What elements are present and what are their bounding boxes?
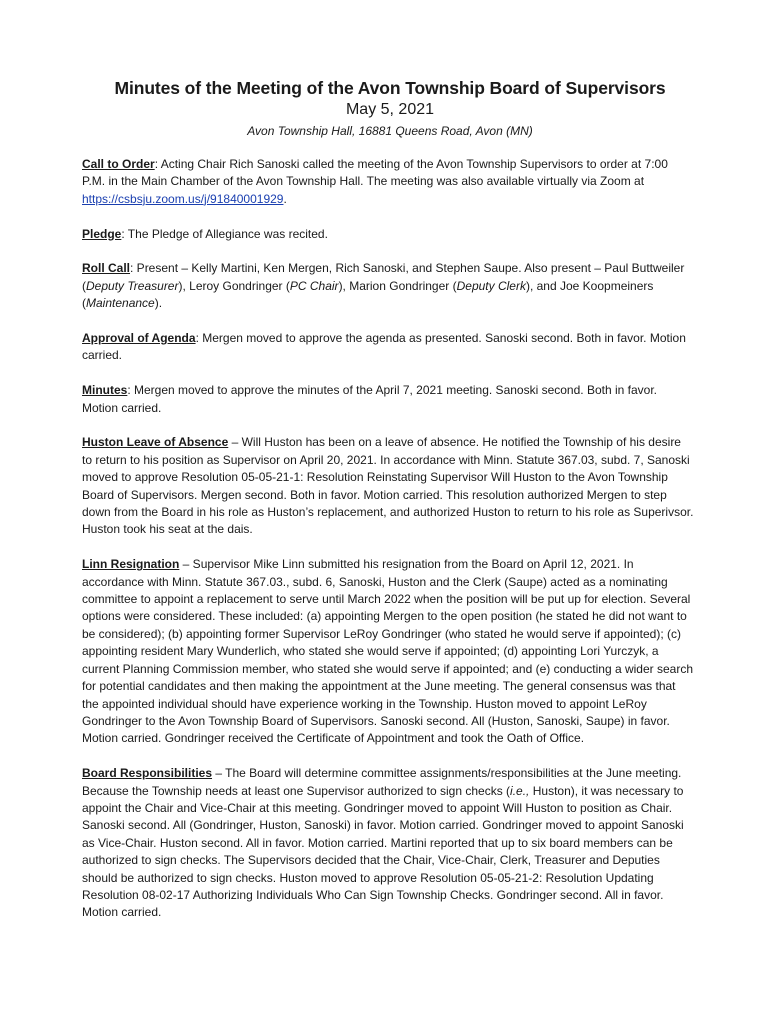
board-responsibilities-heading: Board Responsibilities [82, 766, 213, 781]
call-to-order-text: : Acting Chair Rich Sanoski called the meeting of the Avon Township Supervisors to order at 7:00 P.M. in the Main Chamber of the Avon Township Hall. The meeting was also available virtually via Zoom at [82, 157, 668, 189]
approval-of-agenda-paragraph [82, 330, 694, 365]
minutes-heading: Minutes [82, 383, 128, 398]
pledge-paragraph [82, 226, 694, 243]
linn-resignation-heading: Linn Resignation [82, 557, 180, 572]
pledge-text: : The Pledge of Allegiance was recited. [121, 226, 328, 241]
approval-of-agenda-heading: Approval of Agenda [82, 331, 196, 346]
linn-resignation-text: – Supervisor Mike Linn submitted his resignation from the Board on April 12, 2021. In accordance with Minn. Statute 367.03., subd. 6, Sanoski, Huston and the Clerk (Saupe) acted as a nominating committee to appoint a replacement to serve until March 2022 when the position will be put up for election. Several options were considered. These included: (a) appointing Mergen to the open position (he stated he did not want to be considered); (b) appointing former Supervisor LeRoy Gondringer (who stated he would serve if appointed); (c) appointing resident Mary Wunderlich, who stated she would serve if appointed; (d) appointing Lori Yurczyk, a current Planning Commission member, who stated she would serve if appointed; and (e) conducting a wider search for potential candidates and then making the appointment at the June meeting. The general consensus was that the appointed individual should have experience working in the Township. Huston moved to appoint LeRoy Gondringer to the Avon Township Board of Supervisors. Sanoski second. All (Huston, Sanoski, Saupe) in favor. Motion carried. Gondringer received the Certificate of Appointment and took the Oath of Office. [82, 557, 693, 746]
roll-call-text-1: : Present – Kelly Martini, Ken Mergen, Rich Sanoski, and Stephen Saupe. Also present – Paul Buttweiler ( [82, 261, 685, 293]
board-responsibilities-paragraph [82, 765, 694, 922]
ie-abbreviation: i.e., [510, 783, 530, 798]
pledge-heading: Pledge [82, 226, 122, 241]
huston-leave-paragraph [82, 434, 694, 538]
roll-call-text-2: ), Leroy Gondringer ( [178, 278, 290, 293]
huston-leave-heading: Huston Leave of Absence [82, 435, 229, 450]
document-title: Minutes of the Meeting of the Avon Township Board of Supervisors [114, 78, 666, 98]
role-deputy-clerk: Deputy Clerk [456, 278, 526, 293]
meeting-date: May 5, 2021 [345, 101, 435, 118]
minutes-body [82, 156, 694, 939]
call-to-order-paragraph [82, 156, 694, 208]
zoom-link[interactable]: https://csbsju.zoom.us/j/91840001929 [82, 191, 284, 206]
roll-call-paragraph [82, 260, 694, 312]
huston-leave-text: – Will Huston has been on a leave of absence. He notified the Township of his desire to return to his position as Supervisor on April 20, 2021. In accordance with Minn. Statute 367.03, subd. 7, Sanoski moved to approve Resolution 05-05-21-1: Resolution Reinstating Supervisor Will Huston to the Avon Township Board of Supervisors. Mergen second. Both in favor. Motion carried. This resolution authorized Mergen to step down from the Board in his role as Huston’s replacement, and authorized Huston to return to his role as Superivsor. Huston took his seat at the dais. [82, 435, 694, 537]
role-maintenance: Maintenance [86, 296, 155, 311]
role-deputy-treasurer: Deputy Treasurer [86, 278, 179, 293]
roll-call-text-3: ), Marion Gondringer ( [338, 278, 457, 293]
meeting-location: Avon Township Hall, 16881 Queens Road, Avon (MN) [247, 124, 533, 138]
approval-of-agenda-text: : Mergen moved to approve the agenda as presented. Sanoski second. Both in favor. Motion carried. [82, 331, 686, 363]
call-to-order-heading: Call to Order [82, 157, 155, 171]
roll-call-heading: Roll Call [82, 261, 131, 276]
minutes-paragraph [82, 382, 694, 417]
board-responsibilities-text-2: Huston), it was necessary to appoint the Chair and Vice-Chair at this meeting. Gondringer moved to appoint Will Huston to position as Chair. Sanoski second. All (Gondringer, Huston, Sanoski) in favor. Motion carried. Gondringer moved to appoint Sanoski as Vice-Chair. Huston second. All in favor. Motion carried. Martini reported that up to six board members can be authorized to sign checks. The Supervisors decided that the Chair, Vice-Chair, Clerk, Treasurer and Deputies should be authorized to sign checks. Huston moved to approve Resolution 05-05-21-2: Resolution Updating Resolution 08-02-17 Authorizing Individuals Who Can Sign Township Checks. Gondringer second. All in favor. Motion carried. [82, 783, 684, 920]
minutes-text: : Mergen moved to approve the minutes of the April 7, 2021 meeting. Sanoski second. Both in favor. Motion carried. [82, 383, 657, 415]
roll-call-text-4: ), and Joe Koopmeiners ( [82, 278, 654, 311]
roll-call-text-5: ). [154, 296, 163, 311]
linn-resignation-paragraph [82, 556, 694, 747]
call-to-order-end: . [283, 191, 287, 206]
role-pc-chair: PC Chair [289, 278, 339, 293]
board-responsibilities-text-1: – The Board will determine committee assignments/responsibilities at the June meeting. Because the Township needs at least one Supervisor authorized to sign checks ( [82, 766, 682, 798]
